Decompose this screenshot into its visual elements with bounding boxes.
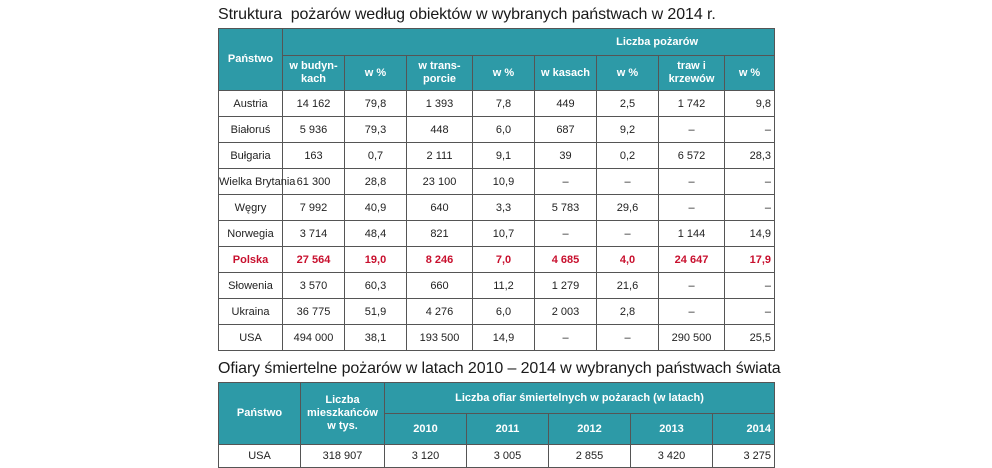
value-cell: 290 500: [659, 325, 725, 351]
value-cell: –: [659, 299, 725, 325]
year-column-header: 2012: [549, 414, 631, 445]
value-cell: 28,8: [345, 169, 407, 195]
value-cell: 5 783: [535, 195, 597, 221]
value-cell: 21,6: [597, 273, 659, 299]
table1-title: Struktura pożarów według obiektów w wybranych państwach w 2014 r.: [218, 6, 716, 23]
country-column-header: Państwo: [219, 383, 301, 445]
value-cell: 3 714: [283, 221, 345, 247]
value-cell: 79,8: [345, 91, 407, 117]
table-row: [219, 247, 775, 273]
fatalities-group-header: Liczba ofiar śmiertelnych w pożarach (w latach): [385, 383, 775, 414]
value-cell: –: [597, 169, 659, 195]
value-cell: 163: [283, 143, 345, 169]
value-cell: 4 685: [535, 247, 597, 273]
value-cell: 3 120: [385, 445, 467, 468]
value-cell: –: [597, 325, 659, 351]
value-cell: 19,0: [345, 247, 407, 273]
value-cell: 448: [407, 117, 473, 143]
value-cell: –: [659, 195, 725, 221]
value-cell: –: [597, 221, 659, 247]
column-header: w trans- porcie: [407, 56, 473, 91]
year-column-header: 2013: [631, 414, 713, 445]
value-cell: 0,2: [597, 143, 659, 169]
table-row: [219, 169, 775, 195]
value-cell: 3 570: [283, 273, 345, 299]
value-cell: 10,9: [473, 169, 535, 195]
country-cell: Białoruś: [219, 117, 283, 143]
value-cell: 2,5: [597, 91, 659, 117]
value-cell: 6 572: [659, 143, 725, 169]
value-cell: 9,2: [597, 117, 659, 143]
table-row: [219, 195, 775, 221]
value-cell: 17,9: [725, 247, 775, 273]
value-cell: –: [725, 169, 775, 195]
value-cell: 24 647: [659, 247, 725, 273]
column-header: w %: [597, 56, 659, 91]
year-column-header: 2011: [467, 414, 549, 445]
value-cell: 14,9: [725, 221, 775, 247]
column-header: w budyn- kach: [283, 56, 345, 91]
value-cell: 5 936: [283, 117, 345, 143]
table-row: [219, 273, 775, 299]
country-cell: Słowenia: [219, 273, 283, 299]
value-cell: 2 855: [549, 445, 631, 468]
table-row: [219, 445, 775, 468]
country-cell: Ukraina: [219, 299, 283, 325]
value-cell: 3,3: [473, 195, 535, 221]
country-cell: Wielka Brytania: [219, 169, 283, 195]
column-header: w %: [473, 56, 535, 91]
value-cell: 29,6: [597, 195, 659, 221]
country-cell: Bułgaria: [219, 143, 283, 169]
value-cell: 10,7: [473, 221, 535, 247]
value-cell: 6,0: [473, 299, 535, 325]
value-cell: 660: [407, 273, 473, 299]
value-cell: 193 500: [407, 325, 473, 351]
value-cell: –: [659, 169, 725, 195]
value-cell: 60,3: [345, 273, 407, 299]
value-cell: –: [725, 195, 775, 221]
table-row: [219, 117, 775, 143]
value-cell: 4,0: [597, 247, 659, 273]
country-cell: USA: [219, 445, 301, 468]
value-cell: 2 003: [535, 299, 597, 325]
value-cell: –: [535, 169, 597, 195]
value-cell: 14 162: [283, 91, 345, 117]
value-cell: 3 420: [631, 445, 713, 468]
value-cell: –: [535, 221, 597, 247]
value-cell: 449: [535, 91, 597, 117]
value-cell: 2,8: [597, 299, 659, 325]
fire-fatalities-table: [218, 382, 775, 468]
column-header: w %: [725, 56, 775, 91]
country-cell: Polska: [219, 247, 283, 273]
population-column-header: Liczba mieszkańców w tys.: [301, 383, 385, 445]
value-cell: 821: [407, 221, 473, 247]
column-header: traw i krzewów: [659, 56, 725, 91]
value-cell: 1 742: [659, 91, 725, 117]
year-column-header: 2014: [713, 414, 775, 445]
value-cell: –: [725, 299, 775, 325]
country-cell: Austria: [219, 91, 283, 117]
value-cell: 51,9: [345, 299, 407, 325]
value-cell: 9,8: [725, 91, 775, 117]
population-cell: 318 907: [301, 445, 385, 468]
value-cell: 1 393: [407, 91, 473, 117]
country-cell: Norwegia: [219, 221, 283, 247]
column-header: w kasach: [535, 56, 597, 91]
value-cell: 7,8: [473, 91, 535, 117]
value-cell: 40,9: [345, 195, 407, 221]
value-cell: 9,1: [473, 143, 535, 169]
year-column-header: 2010: [385, 414, 467, 445]
value-cell: 7 992: [283, 195, 345, 221]
table-row: [219, 91, 775, 117]
value-cell: 79,3: [345, 117, 407, 143]
value-cell: 1 144: [659, 221, 725, 247]
value-cell: 0,7: [345, 143, 407, 169]
table2-title: Ofiary śmiertelne pożarów w latach 2010 – 2014 w wybranych państwach świata: [218, 360, 781, 377]
value-cell: –: [535, 325, 597, 351]
value-cell: 48,4: [345, 221, 407, 247]
value-cell: 23 100: [407, 169, 473, 195]
fires-count-group-header: Liczba pożarów: [283, 29, 775, 56]
value-cell: 2 111: [407, 143, 473, 169]
value-cell: 3 275: [713, 445, 775, 468]
table-row: [219, 299, 775, 325]
value-cell: 3 005: [467, 445, 549, 468]
value-cell: 27 564: [283, 247, 345, 273]
fires-by-object-table: [218, 28, 775, 351]
value-cell: 1 279: [535, 273, 597, 299]
value-cell: –: [725, 117, 775, 143]
value-cell: 494 000: [283, 325, 345, 351]
value-cell: 8 246: [407, 247, 473, 273]
country-cell: USA: [219, 325, 283, 351]
table-row: [219, 325, 775, 351]
value-cell: 28,3: [725, 143, 775, 169]
column-header: w %: [345, 56, 407, 91]
value-cell: 61 300: [283, 169, 345, 195]
value-cell: 687: [535, 117, 597, 143]
value-cell: 36 775: [283, 299, 345, 325]
value-cell: 14,9: [473, 325, 535, 351]
value-cell: 6,0: [473, 117, 535, 143]
value-cell: 640: [407, 195, 473, 221]
value-cell: 39: [535, 143, 597, 169]
value-cell: 11,2: [473, 273, 535, 299]
country-column-header: Państwo: [219, 29, 283, 91]
table-row: [219, 143, 775, 169]
value-cell: 4 276: [407, 299, 473, 325]
value-cell: 25,5: [725, 325, 775, 351]
value-cell: –: [659, 117, 725, 143]
value-cell: 38,1: [345, 325, 407, 351]
table-row: [219, 221, 775, 247]
country-cell: Węgry: [219, 195, 283, 221]
value-cell: 7,0: [473, 247, 535, 273]
value-cell: –: [659, 273, 725, 299]
value-cell: –: [725, 273, 775, 299]
